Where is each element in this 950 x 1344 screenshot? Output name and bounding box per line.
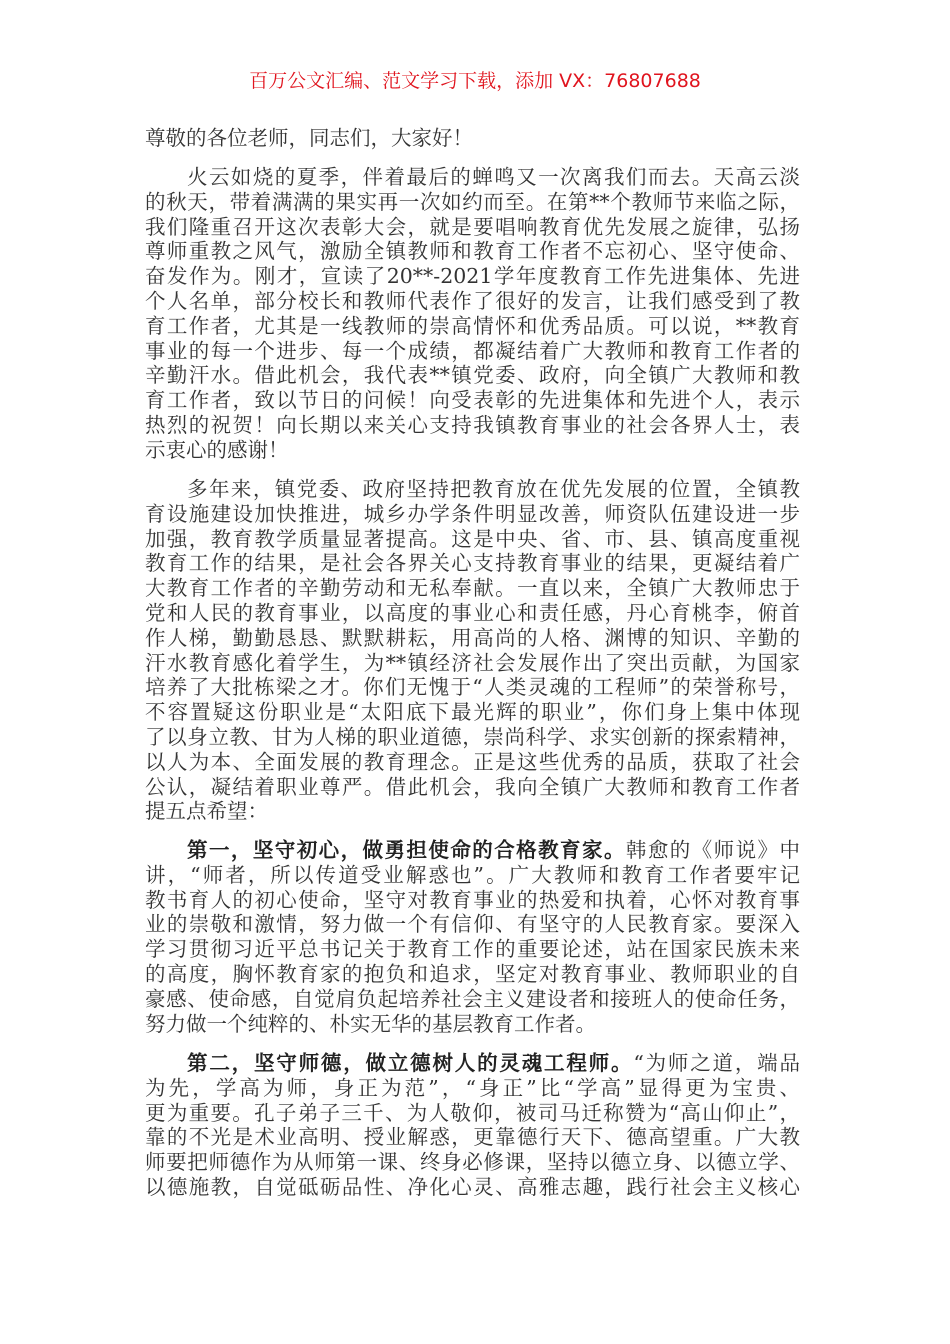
paragraph-line: 以德施教，自觉砥砺品性、净化心灵、高雅志趣，践行社会主义核心 xyxy=(145,1174,800,1199)
paragraph-line: 师要把师德作为从师第一课、终身必修课，坚持以德立身、以德立学、 xyxy=(145,1150,800,1175)
paragraph-line: 不容置疑这份职业是“太阳底下最光辉的职业”，你们身上集中体现 xyxy=(145,700,800,725)
paragraph-line: 为先，学高为师，身正为范”，“身正”比“学高”显得更为宝贵、 xyxy=(145,1075,800,1100)
paragraph-line: 的高度，胸怀教育家的抱负和追求，坚定对教育事业、教师职业的自 xyxy=(145,961,800,986)
paragraph-lead-heading: 第一，坚守初心，做勇担使命的合格教育家。 xyxy=(187,838,626,862)
paragraph-3 xyxy=(145,838,800,1036)
paragraph-line: 靠的不光是术业高明、授业解惑，更靠德行天下、德高望重。广大教 xyxy=(145,1125,800,1150)
paragraph-line: 火云如烧的夏季，伴着最后的蝉鸣又一次离我们而去。天高云淡 xyxy=(187,165,800,189)
greeting xyxy=(145,126,800,151)
paragraph-line: 作人梯，勤勤恳恳、默默耕耘，用高尚的人格、渊博的知识、辛勤的 xyxy=(145,625,800,650)
paragraph-line: 讲，“师者，所以传道受业解惑也”。广大教师和教育工作者要牢记 xyxy=(145,862,800,887)
paragraph-line: 加强，教育教学质量显著提高。这是中央、省、市、县、镇高度重视 xyxy=(145,526,800,551)
paragraph-line: 示衷心的感谢！ xyxy=(145,437,289,462)
paragraph-line: 了以身立教、甘为人梯的职业道德，崇尚科学、求实创新的探索精神， xyxy=(145,724,800,749)
paragraph-lead-heading: 第二，坚守师德，做立德树人的灵魂工程师。 xyxy=(187,1051,634,1075)
paragraph-line: 的秋天，带着满满的果实再一次如约而至。在第**个教师节来临之际， xyxy=(145,189,800,214)
paragraph-line: 事业的每一个进步、每一个成绩，都凝结着广大教师和教育工作者的 xyxy=(145,338,800,363)
paragraph-line: 多年来，镇党委、政府坚持把教育放在优先发展的位置，全镇教 xyxy=(187,477,800,501)
paragraph-line: 提五点希望： xyxy=(145,799,268,824)
paragraph-lead-rest: 韩愈的《师说》中 xyxy=(625,838,801,862)
paragraph-line: 豪感、使命感，自觉肩负起培养社会主义建设者和接班人的使命任务， xyxy=(145,986,800,1011)
paragraph-4 xyxy=(145,1051,800,1200)
paragraph-line: 个人名单，部分校长和教师代表作了很好的发言，让我们感受到了教 xyxy=(145,288,800,313)
paragraph-line: 党和人民的教育事业，以高度的事业心和责任感，丹心育桃李，俯首 xyxy=(145,600,800,625)
paragraph-line: 奋发作为。刚才，宣读了20**-2021学年度教育工作先进集体、先进 xyxy=(145,264,800,289)
paragraph-line: 努力做一个纯粹的、朴实无华的基层教育工作者。 xyxy=(145,1011,596,1036)
paragraph-line: 育工作者，尤其是一线教师的崇高情怀和优秀品质。可以说，**教育 xyxy=(145,313,800,338)
watermark-header: 百万公文汇编、范文学习下载，添加 VX：76807688 xyxy=(249,70,701,92)
paragraph-2 xyxy=(145,477,800,824)
paragraph-line: 业的崇敬和激情，努力做一个有信仰、有坚守的人民教育家。要深入 xyxy=(145,912,800,937)
paragraph-line: 教书育人的初心使命，坚守对教育事业的热爱和执着，心怀对教育事 xyxy=(145,887,800,912)
paragraph-line: 公认，凝结着职业尊严。借此机会，我向全镇广大教师和教育工作者 xyxy=(145,774,800,799)
paragraph-1 xyxy=(145,165,800,463)
paragraph-lead-rest: “为师之道，端品 xyxy=(633,1051,801,1075)
paragraph-line: 我们隆重召开这次表彰大会，就是要唱响教育优先发展之旋律，弘扬 xyxy=(145,214,800,239)
paragraph-line: 更为重要。孔子弟子三千、为人敬仰，被司马迁称赞为“高山仰止”， xyxy=(145,1100,800,1125)
paragraph-line: 教育工作的结果，是社会各界关心支持教育事业的结果，更凝结着广 xyxy=(145,551,800,576)
paragraph-line xyxy=(145,1051,800,1076)
paragraph-line: 热烈的祝贺！向长期以来关心支持我镇教育事业的社会各界人士，表 xyxy=(145,412,800,437)
paragraph-line: 以人为本、全面发展的教育理念。正是这些优秀的品质，获取了社会 xyxy=(145,749,800,774)
paragraph-line: 尊师重教之风气，激励全镇教师和教育工作者不忘初心、坚守使命、 xyxy=(145,239,800,264)
paragraph-line: 育设施建设加快推进，城乡办学条件明显改善，师资队伍建设进一步 xyxy=(145,501,800,526)
paragraph-line: 汗水教育感化着学生，为**镇经济社会发展作出了突出贡献，为国家 xyxy=(145,650,800,675)
paragraph-line xyxy=(145,838,800,863)
paragraph-line: 培养了大批栋梁之才。你们无愧于“人类灵魂的工程师”的荣誉称号， xyxy=(145,675,800,700)
paragraph-line: 辛勤汗水。借此机会，我代表**镇党委、政府，向全镇广大教师和教 xyxy=(145,363,800,388)
greeting-text: 尊敬的各位老师，同志们，大家好！ xyxy=(145,126,473,150)
paragraph-line: 学习贯彻习近平总书记关于教育工作的重要论述，站在国家民族未来 xyxy=(145,937,800,962)
paragraph-line: 大教育工作者的辛勤劳动和无私奉献。一直以来，全镇广大教师忠于 xyxy=(145,576,800,601)
paragraph-line: 育工作者，致以节日的问候！向受表彰的先进集体和先进个人，表示 xyxy=(145,388,800,413)
